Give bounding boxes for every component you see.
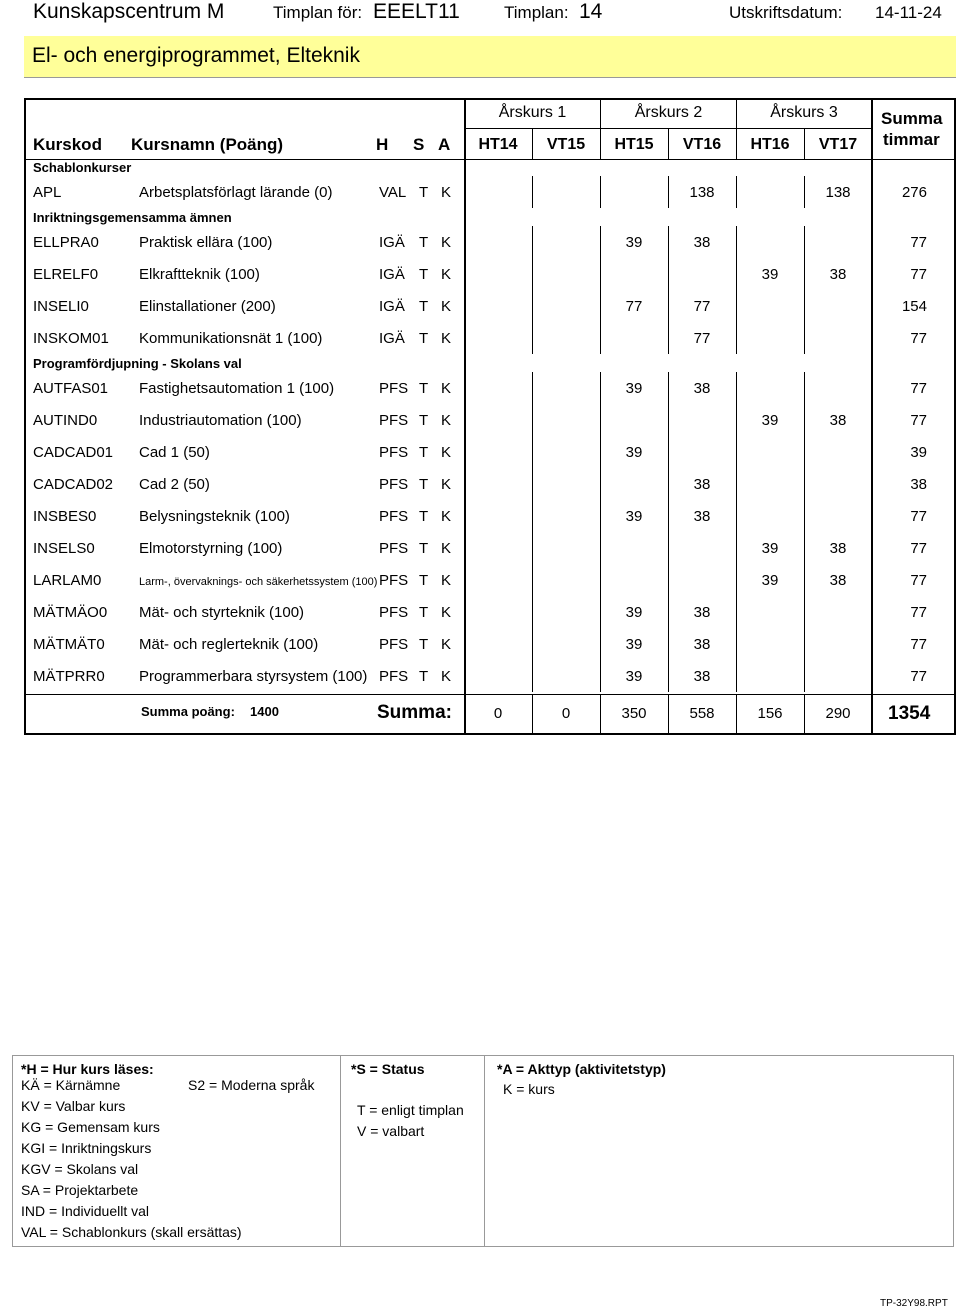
divider: [600, 128, 601, 160]
term-hours: 39: [625, 380, 643, 397]
divider: [668, 596, 669, 628]
course-name: Elmotorstyrning (100): [139, 540, 283, 557]
divider: [668, 628, 669, 660]
divider: [532, 258, 533, 290]
term-header: VT15: [546, 136, 586, 153]
divider: [804, 660, 805, 692]
course-h: PFS: [379, 668, 409, 685]
course-h: PFS: [379, 412, 409, 429]
divider: [600, 290, 601, 322]
divider: [736, 128, 737, 160]
divider: [600, 628, 601, 660]
section-schablon: Schablonkurser: [33, 160, 132, 175]
course-s: T: [419, 604, 429, 621]
course-name: Programmerbara styrsystem (100): [139, 668, 368, 685]
divider: [668, 436, 669, 468]
divider: [804, 226, 805, 258]
summa-label: Summa:: [377, 702, 452, 723]
term-hours: 77: [625, 298, 643, 315]
course-a: K: [441, 636, 452, 653]
course-s: T: [419, 266, 429, 283]
row-sum: 77: [910, 412, 927, 429]
course-s: T: [419, 444, 429, 461]
term-total: 0: [493, 705, 503, 722]
term-total: 156: [757, 705, 783, 722]
divider: [804, 532, 805, 564]
term-header: HT16: [750, 136, 790, 153]
course-code: CADCAD01: [33, 444, 114, 461]
term-hours: 39: [761, 412, 779, 429]
legend-s-item: T = enligt timplan: [357, 1102, 464, 1118]
course-code: INSELI0: [33, 298, 89, 315]
term-hours: 38: [693, 234, 711, 251]
divider: [736, 322, 737, 354]
course-h: VAL: [379, 184, 407, 201]
divider: [736, 258, 737, 290]
divider: [532, 628, 533, 660]
divider: [600, 468, 601, 500]
row-sum: 77: [910, 330, 927, 347]
term-hours: 39: [625, 668, 643, 685]
legend-a-item: K = kurs: [503, 1081, 555, 1097]
section-inriktning: Inriktningsgemensamma ämnen: [33, 210, 232, 225]
course-s: T: [419, 508, 429, 525]
col-s: S: [413, 135, 425, 154]
divider: [668, 258, 669, 290]
course-h: PFS: [379, 380, 409, 397]
col-h: H: [376, 135, 389, 154]
course-a: K: [441, 668, 452, 685]
footer-code: TP-32Y98.RPT: [880, 1298, 948, 1309]
course-s: T: [419, 380, 429, 397]
term-hours: 77: [693, 330, 711, 347]
term-hours: 39: [625, 444, 643, 461]
row-sum: 38: [910, 476, 927, 493]
divider: [600, 258, 601, 290]
term-hours: 38: [693, 604, 711, 621]
course-h: PFS: [379, 604, 409, 621]
course-code: APL: [33, 184, 62, 201]
divider: [736, 596, 737, 628]
term-hours: 38: [693, 476, 711, 493]
row-sum: 77: [910, 572, 927, 589]
divider: [532, 290, 533, 322]
divider: [532, 404, 533, 436]
year-2: Årskurs 2: [634, 104, 703, 121]
program-title: El- och energiprogrammet, Elteknik: [32, 44, 360, 67]
col-kursnamn: Kursnamn (Poäng): [131, 135, 284, 154]
divider: [600, 694, 601, 734]
divider: [600, 660, 601, 692]
term-hours: 38: [829, 266, 847, 283]
term-hours: 38: [693, 668, 711, 685]
divider: [532, 694, 533, 734]
divider: [736, 290, 737, 322]
divider: [736, 468, 737, 500]
course-code: AUTIND0: [33, 412, 98, 429]
legend-h-item: SA = Projektarbete: [21, 1182, 139, 1198]
divider: [532, 596, 533, 628]
print-date-value: 14-11-24: [875, 3, 942, 22]
legend-h-item: IND = Individuellt val: [21, 1203, 150, 1219]
divider: [804, 404, 805, 436]
divider: [532, 500, 533, 532]
course-h: PFS: [379, 636, 409, 653]
course-h: IGÄ: [379, 234, 405, 251]
term-total: 0: [561, 705, 571, 722]
course-a: K: [441, 330, 452, 347]
term-hours: 138: [689, 184, 715, 201]
course-a: K: [441, 572, 452, 589]
divider: [668, 128, 669, 160]
course-h: PFS: [379, 476, 409, 493]
divider: [804, 372, 805, 404]
divider: [668, 290, 669, 322]
legend-h-extra: S2 = Moderna språk: [188, 1077, 315, 1093]
course-s: T: [419, 572, 429, 589]
course-name: Larm-, övervaknings- och säkerhetssystem (100): [139, 576, 378, 588]
legend-s-item: V = valbart: [357, 1123, 425, 1139]
row-sum: 77: [910, 266, 927, 283]
divider: [24, 694, 956, 695]
term-hours: 38: [693, 380, 711, 397]
timplan-label: Timplan:: [504, 3, 569, 22]
course-a: K: [441, 476, 452, 493]
col-kurskod: Kurskod: [33, 135, 102, 154]
divider: [736, 660, 737, 692]
term-header: VT16: [682, 136, 722, 153]
course-s: T: [419, 476, 429, 493]
divider: [484, 1055, 485, 1246]
course-h: PFS: [379, 508, 409, 525]
term-hours: 38: [829, 540, 847, 557]
divider: [736, 226, 737, 258]
term-hours: 39: [625, 508, 643, 525]
divider: [532, 468, 533, 500]
row-sum: 77: [910, 234, 927, 251]
term-hours: 39: [761, 572, 779, 589]
term-hours: 138: [825, 184, 851, 201]
course-h: PFS: [379, 540, 409, 557]
row-sum: 39: [910, 444, 927, 461]
divider: [532, 226, 533, 258]
course-a: K: [441, 184, 452, 201]
divider: [668, 564, 669, 596]
divider: [668, 176, 669, 208]
course-s: T: [419, 668, 429, 685]
legend-h-item: KGI = Inriktningskurs: [21, 1140, 152, 1156]
timplan-for-label: Timplan för:: [273, 3, 363, 22]
divider: [804, 500, 805, 532]
divider: [668, 322, 669, 354]
divider: [532, 176, 533, 208]
row-sum: 77: [910, 668, 927, 685]
divider: [736, 628, 737, 660]
term-hours: 38: [693, 636, 711, 653]
divider: [668, 372, 669, 404]
course-name: Mät- och reglerteknik (100): [139, 636, 319, 653]
col-timmar: timmar: [883, 130, 940, 149]
divider: [532, 532, 533, 564]
timplan-for-value: EEELT11: [373, 0, 460, 23]
divider: [804, 468, 805, 500]
divider: [736, 694, 737, 734]
course-name: Arbetsplatsförlagt lärande (0): [139, 184, 333, 201]
course-code: INSKOM01: [33, 330, 109, 347]
divider: [668, 660, 669, 692]
divider: [600, 404, 601, 436]
term-header: HT15: [614, 136, 654, 153]
divider: [668, 500, 669, 532]
divider: [804, 694, 805, 734]
course-name: Fastighetsautomation 1 (100): [139, 380, 335, 397]
divider: [600, 532, 601, 564]
term-header: HT14: [478, 136, 518, 153]
course-name: Kommunikationsnät 1 (100): [139, 330, 323, 347]
total-hours: 1354: [888, 703, 931, 724]
legend-a-title: *A = Akttyp (aktivitetstyp): [497, 1061, 666, 1077]
divider: [464, 98, 466, 735]
divider: [804, 322, 805, 354]
print-date-label: Utskriftsdatum:: [729, 3, 843, 22]
term-hours: 77: [693, 298, 711, 315]
course-name: Elkraftteknik (100): [139, 266, 260, 283]
course-h: IGÄ: [379, 266, 405, 283]
course-a: K: [441, 412, 452, 429]
course-a: K: [441, 508, 452, 525]
course-a: K: [441, 298, 452, 315]
course-code: INSELS0: [33, 540, 95, 557]
legend-h-item: VAL = Schablonkurs (skall ersättas): [21, 1224, 242, 1240]
divider: [600, 596, 601, 628]
divider: [532, 128, 533, 160]
row-sum: 77: [910, 636, 927, 653]
course-code: LARLAM0: [33, 572, 102, 589]
divider: [600, 436, 601, 468]
legend-h-item: KÄ = Kärnämne: [21, 1077, 121, 1093]
course-s: T: [419, 234, 429, 251]
course-name: Mät- och styrteknik (100): [139, 604, 305, 621]
course-h: PFS: [379, 444, 409, 461]
divider: [804, 628, 805, 660]
course-s: T: [419, 298, 429, 315]
divider: [736, 532, 737, 564]
term-hours: 39: [625, 636, 643, 653]
divider: [668, 226, 669, 258]
divider: [804, 436, 805, 468]
course-code: CADCAD02: [33, 476, 114, 493]
course-name: Elinstallationer (200): [139, 298, 276, 315]
divider: [668, 694, 669, 734]
term-hours: 38: [829, 412, 847, 429]
summa-poang-label: Summa poäng:: [141, 704, 235, 719]
divider: [600, 226, 601, 258]
divider: [668, 404, 669, 436]
divider: [532, 372, 533, 404]
course-s: T: [419, 184, 429, 201]
term-hours: 38: [693, 508, 711, 525]
section-programfordjupning: Programfördjupning - Skolans val: [33, 356, 242, 371]
divider: [736, 176, 737, 208]
program-banner: [24, 36, 956, 78]
course-h: PFS: [379, 572, 409, 589]
divider: [600, 322, 601, 354]
legend-h-item: KG = Gemensam kurs: [21, 1119, 160, 1135]
divider: [668, 532, 669, 564]
divider: [600, 372, 601, 404]
course-a: K: [441, 380, 452, 397]
divider: [804, 564, 805, 596]
divider: [804, 176, 805, 208]
divider: [340, 1055, 341, 1246]
course-code: MÄTPRR0: [33, 668, 105, 685]
course-a: K: [441, 266, 452, 283]
divider: [600, 500, 601, 532]
term-total: 558: [689, 705, 715, 722]
term-hours: 38: [829, 572, 847, 589]
divider: [668, 468, 669, 500]
row-sum: 276: [901, 184, 927, 201]
course-a: K: [441, 604, 452, 621]
term-total: 350: [621, 705, 647, 722]
divider: [804, 128, 805, 160]
timplan-value: 14: [579, 0, 603, 23]
term-total: 290: [825, 705, 851, 722]
year-3: Årskurs 3: [770, 104, 838, 121]
course-code: AUTFAS01: [33, 380, 109, 397]
term-header: VT17: [818, 136, 858, 153]
divider: [532, 322, 533, 354]
year-1: Årskurs 1: [498, 104, 567, 121]
row-sum: 77: [910, 380, 927, 397]
course-name: Cad 2 (50): [139, 476, 210, 493]
divider: [736, 404, 737, 436]
course-name: Belysningsteknik (100): [139, 508, 290, 525]
divider: [600, 564, 601, 596]
course-name: Cad 1 (50): [139, 444, 210, 461]
course-h: IGÄ: [379, 330, 405, 347]
legend-h-item: KV = Valbar kurs: [21, 1098, 126, 1114]
legend-h-item: KGV = Skolans val: [21, 1161, 139, 1177]
divider: [532, 436, 533, 468]
term-hours: 39: [625, 604, 643, 621]
row-sum: 77: [910, 604, 927, 621]
course-code: INSBES0: [33, 508, 97, 525]
divider: [532, 564, 533, 596]
divider: [736, 564, 737, 596]
course-name: Praktisk ellära (100): [139, 234, 273, 251]
course-s: T: [419, 412, 429, 429]
course-s: T: [419, 540, 429, 557]
course-code: MÄTMÄO0: [33, 604, 108, 621]
divider: [736, 372, 737, 404]
divider: [804, 290, 805, 322]
col-a: A: [438, 135, 451, 154]
divider: [804, 596, 805, 628]
school-name: Kunskapscentrum M: [33, 0, 225, 23]
divider: [736, 500, 737, 532]
course-name: Industriautomation (100): [139, 412, 302, 429]
legend-s-title: *S = Status: [351, 1061, 425, 1077]
divider: [804, 258, 805, 290]
row-sum: 77: [910, 508, 927, 525]
term-hours: 39: [625, 234, 643, 251]
row-sum: 154: [901, 298, 927, 315]
divider: [736, 436, 737, 468]
term-hours: 39: [761, 266, 779, 283]
course-a: K: [441, 234, 452, 251]
course-code: ELLPRA0: [33, 234, 99, 251]
row-sum: 77: [910, 540, 927, 557]
divider: [871, 98, 873, 735]
divider: [600, 176, 601, 208]
course-code: MÄTMÄT0: [33, 636, 105, 653]
summa-poang-value: 1400: [250, 704, 279, 719]
divider: [24, 159, 956, 160]
course-s: T: [419, 636, 429, 653]
col-summa: Summa: [881, 109, 943, 128]
legend-box: [12, 1055, 954, 1247]
term-hours: 39: [761, 540, 779, 557]
course-a: K: [441, 540, 452, 557]
course-h: IGÄ: [379, 298, 405, 315]
divider: [532, 660, 533, 692]
course-a: K: [441, 444, 452, 461]
course-s: T: [419, 330, 429, 347]
legend-h-title: *H = Hur kurs läses:: [21, 1061, 154, 1077]
course-code: ELRELF0: [33, 266, 99, 283]
